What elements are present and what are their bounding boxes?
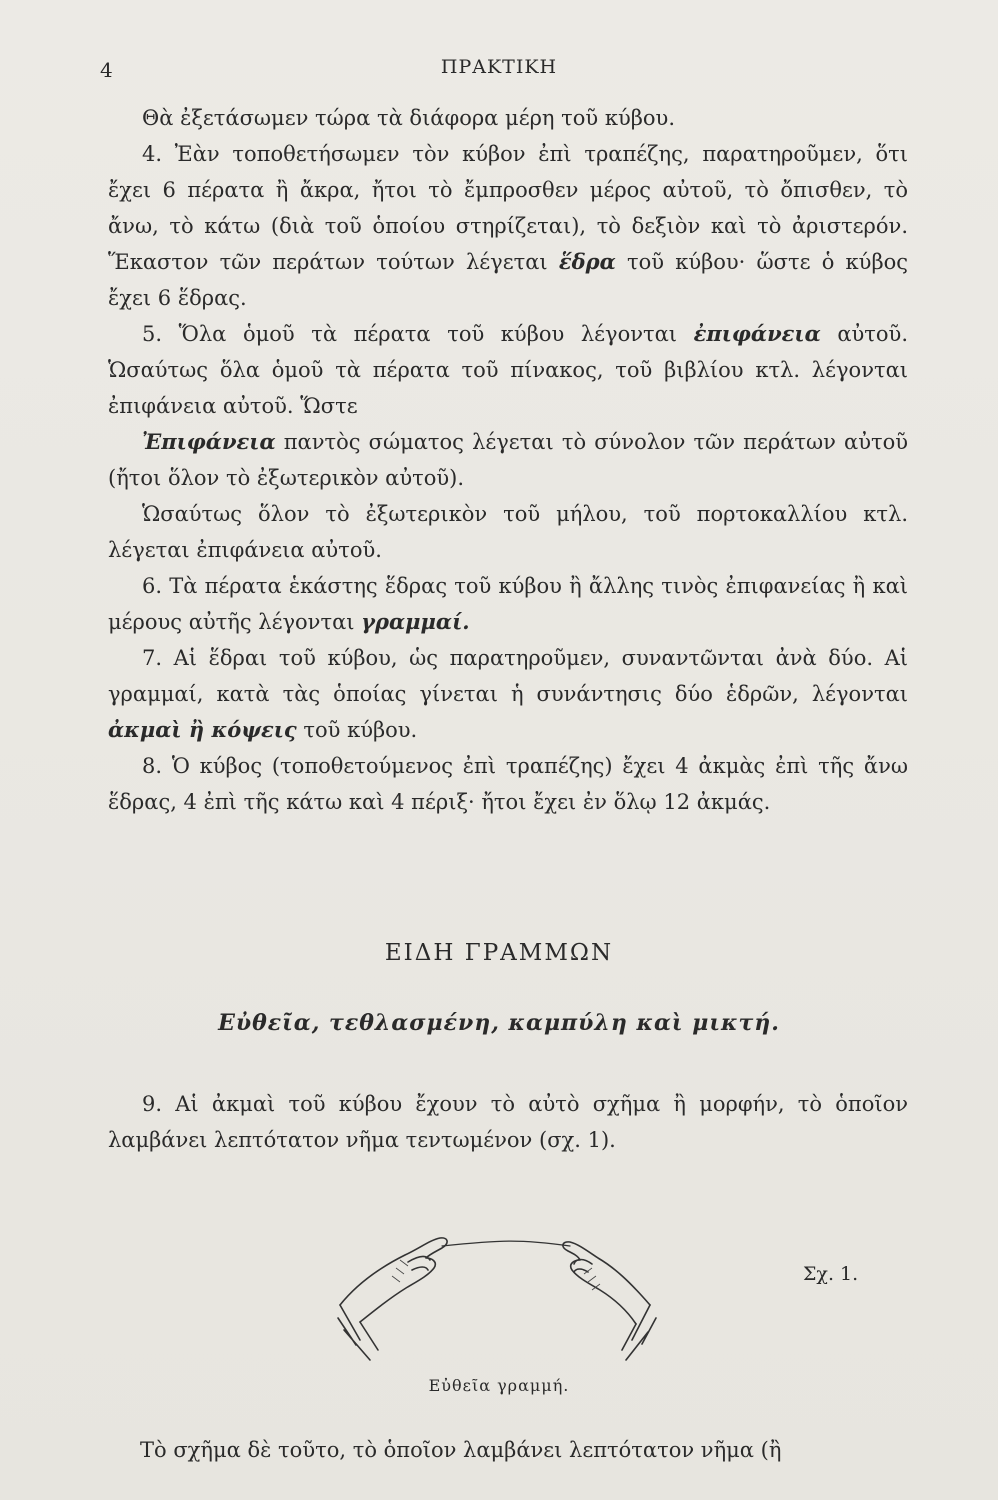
term-epifaneia: ἐπιφάνεια <box>693 321 821 346</box>
section-title: ΕΙΔΗ ΓΡΑΜΜΩΝ <box>384 940 614 966</box>
term-edra: ἕδρα <box>558 249 616 274</box>
hands-holding-thread-illustration <box>330 1210 660 1370</box>
thread-line <box>442 1241 570 1246</box>
figure-label: Σχ. 1. <box>803 1263 859 1285</box>
left-hand <box>340 1238 447 1322</box>
last-line: Τὸ σχῆμα δὲ τοῦτο, τὸ ὁποῖον λαμβάνει λεπτότατον νῆμα (ἢ <box>140 1438 782 1462</box>
running-head: ΠΡΑΚΤΙΚΗ <box>440 56 558 78</box>
paragraph-6: 6. Τὰ πέρατα ἑκάστης ἕδρας τοῦ κύβου ἢ ἄλλης τινὸς ἐπιφανείας ἢ καὶ μέρους αὐτῆς λέγονται γραμμαί. <box>108 574 908 634</box>
paragraph-5: 5. Ὅλα ὁμοῦ τὰ πέρατα τοῦ κύβου λέγονται ἐπιφάνεια αὐτοῦ. Ὡσαύτως ὅλα ὁμοῦ τὰ πέρατα τοῦ πίνακος, τοῦ βιβλίου κτλ. λέγονται ἐπιφάνεια αὐτοῦ. Ὥστε <box>108 321 908 418</box>
paragraph-8: 8. Ὁ κύβος (τοποθετούμενος ἐπὶ τραπέζης) ἔχει 4 ἀκμὰς ἐπὶ τῆς ἄνω ἕδρας, 4 ἐπὶ τῆς κάτω καὶ 4 πέριξ· ἤτοι ἔχει ἐν ὅλῳ 12 ἀκμάς. <box>108 754 908 814</box>
paragraph-7: 7. Αἱ ἕδραι τοῦ κύβου, ὡς παρατηροῦμεν, συναντῶνται ἀνὰ δύο. Αἱ γραμμαί, κατὰ τὰς ὁποίας γίνεται ἡ συνάντησις δύο ἑδρῶν, λέγονται ἀκμαὶ ἢ κόψεις τοῦ κύβου. <box>108 646 908 742</box>
figure-caption: Εὐθεῖα γραμμή. <box>428 1376 570 1395</box>
paragraph-5-more: Ὡσαύτως ὅλον τὸ ἐξωτερικὸν τοῦ μήλου, τοῦ πορτοκαλλίου κτλ. λέγεται ἐπιφάνεια αὐτοῦ. <box>108 502 908 562</box>
term-epifaneia-def: Ἐπιφάνεια <box>142 429 276 454</box>
term-grammai: γραμμαί. <box>361 609 470 634</box>
main-text <box>108 100 908 820</box>
term-akmai: ἀκμαὶ ἢ κόψεις <box>108 717 297 742</box>
right-hand <box>563 1242 650 1324</box>
paragraph-4: 4. Ἐὰν τοποθετήσωμεν τὸν κύβον ἐπὶ τραπέζης, παρατηροῦμεν, ὅτι ἔχει 6 πέρατα ἢ ἄκρα, ἤτοι τὸ ἔμπροσθεν μέρος αὐτοῦ, τὸ ὄπισθεν, τὸ ἄνω, τὸ κάτω (διὰ τοῦ ὁποίου στηρίζεται), τὸ δεξιὸν καὶ τὸ ἀριστερόν. Ἕκαστον τῶν περάτων τούτων λέγεται ἕδρα τοῦ κύβου· ὥστε ὁ κύβος ἔχει 6 ἕδρας. <box>108 142 908 310</box>
page-number: 4 <box>100 58 113 82</box>
section-subtitle: Εὐθεῖα, τεθλασμένη, καμπύλη καὶ μικτή. <box>218 1010 780 1036</box>
paragraph-9: 9. Αἱ ἀκμαὶ τοῦ κύβου ἔχουν τὸ αὐτὸ σχῆμα ἢ μορφήν, τὸ ὁποῖον λαμβάνει λεπτότατον νῆμα τεντωμένον (σχ. 1). <box>108 1092 908 1152</box>
intro-paragraph: Θὰ ἐξετάσωμεν τώρα τὰ διάφορα μέρη τοῦ κύβου. <box>142 106 675 130</box>
definition-paragraph: Ἐπιφάνεια παντὸς σώματος λέγεται τὸ σύνολον τῶν περάτων αὐτοῦ (ἤτοι ὅλον τὸ ἐξωτερικὸν αὐτοῦ). <box>108 429 908 490</box>
